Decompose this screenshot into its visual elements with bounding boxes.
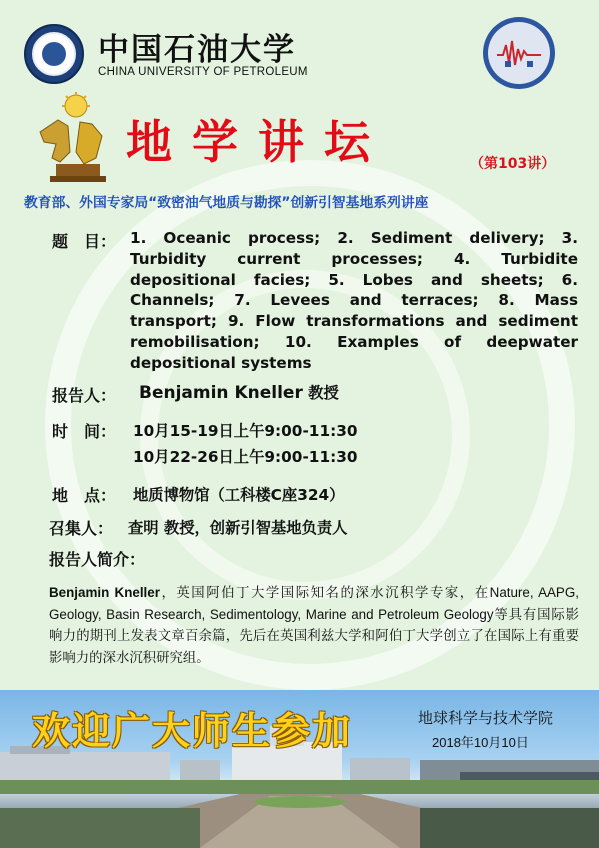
bio-label: 报告人简介：	[49, 550, 146, 569]
series-subtitle: 教育部、外国专家局“致密油气地质与勘探”创新引智基地系列讲座	[24, 195, 429, 211]
lecture-issue: （第103讲）	[470, 156, 556, 172]
topic-label: 题 目：	[52, 232, 117, 251]
speaker-title: 教授	[308, 384, 339, 402]
bio-text	[49, 582, 579, 668]
time-line-1: 10月15-19日上午9:00-11:30	[133, 422, 358, 440]
bio-body: ，英国阿伯丁大学国际知名的深水沉积学专家，在Nature, AAPG, Geology, Basin Research, Sedimentology, Marine and Petroleum Geology等具有国际影响力的期刊上发表文章百余篇，先后在英国利兹大学和阿伯丁大学创立了在国际上有重要影响力的深水沉积研究组。	[49, 585, 579, 665]
university-logo	[24, 24, 84, 84]
university-name-cn: 中国石油大学	[98, 32, 296, 68]
venue-label: 地 点：	[52, 486, 117, 505]
topic-text: 1. Oceanic process; 2. Sediment delivery; 3. Turbidity current processes; 4. Turbidite depositional facies; 5. Lobes and sheets; 6. Channels; 7. Levees and terraces; 8. Mass transport; 9. Flow transformations and sediment remobilisation; 10. Examples of deepwater depositional systems	[130, 229, 578, 372]
school-logo	[483, 17, 555, 89]
welcome-slogan: 欢迎广大师生参加	[32, 708, 353, 753]
speaker-label: 报告人：	[52, 386, 117, 405]
speaker-name: Benjamin Kneller	[139, 383, 303, 403]
torch-statue-icon	[30, 92, 115, 182]
time-line-2: 10月22-26日上午9:00-11:30	[133, 448, 358, 466]
bio-name: Benjamin Kneller	[49, 585, 160, 600]
speaker	[139, 381, 339, 403]
organizer-school: 地球科学与技术学院	[418, 709, 554, 727]
lecture-title: 地学讲坛	[126, 115, 390, 169]
venue-text: 地质博物馆（工科楼C座324）	[133, 486, 345, 504]
university-name-en: CHINA UNIVERSITY OF PETROLEUM	[98, 66, 308, 78]
seismic-wave-icon	[497, 37, 541, 69]
convener-text: 查明 教授，创新引智基地负责人	[128, 519, 348, 537]
poster-date: 2018年10月10日	[432, 735, 529, 750]
convener-label: 召集人：	[49, 519, 114, 538]
time-label: 时 间：	[52, 422, 117, 441]
